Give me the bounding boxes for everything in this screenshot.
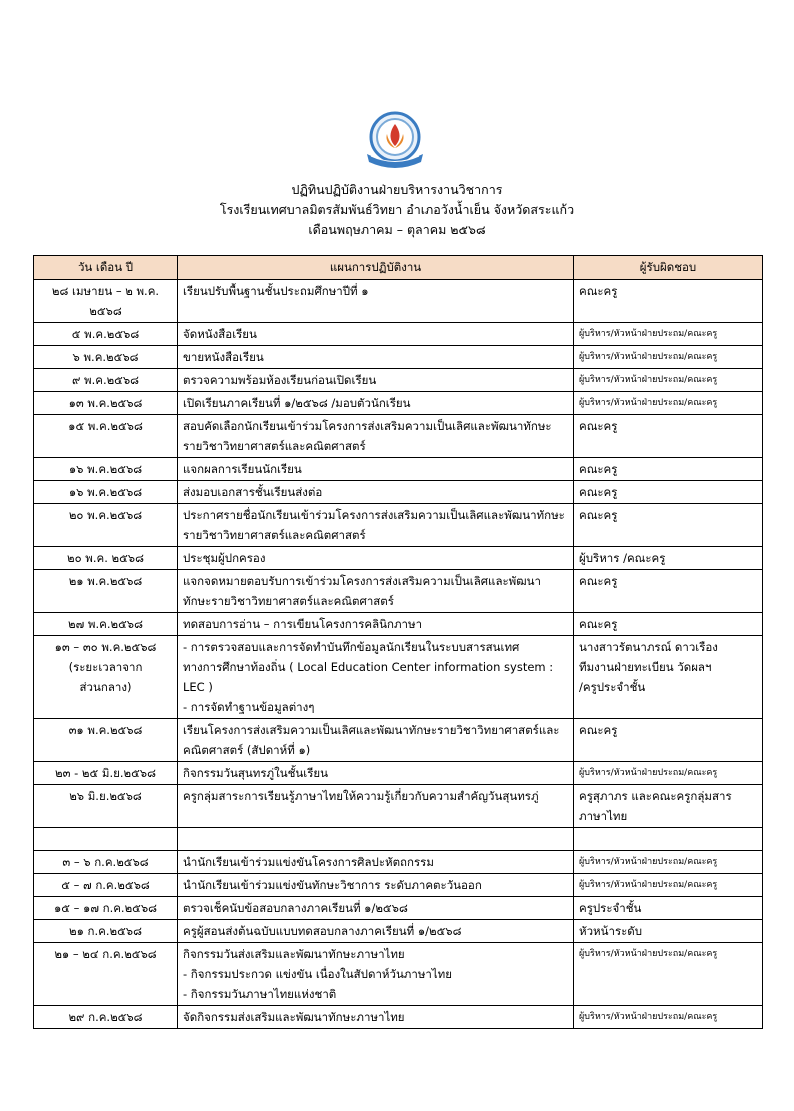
plan-cell-line: รายวิชาวิทยาศาสตร์และคณิตศาสตร์: [183, 439, 366, 453]
plan-cell: [178, 1006, 574, 1029]
plan-cell-line: นำนักเรียนเข้าร่วมแข่งขันทักษะวิชาการ ระดับภาคตะวันออก: [183, 878, 482, 892]
date-cell-line: ๒๑ ก.ค.๒๕๖๘: [69, 924, 142, 938]
date-cell: [34, 636, 178, 719]
responsible-cell: [574, 415, 763, 458]
schedule-rows: [34, 280, 763, 1029]
plan-cell-line: ทางการศึกษาท้องถิ่น ( Local Education Center information system :: [183, 660, 554, 674]
date-cell-line: ๑๕ พ.ค.๒๕๖๘: [68, 419, 143, 433]
document-period: เดือนพฤษภาคม – ตุลาคม ๒๕๖๘: [308, 222, 486, 237]
plan-cell: [178, 346, 574, 369]
responsible-cell: [574, 762, 763, 785]
plan-cell: [178, 415, 574, 458]
table-row: [34, 851, 763, 874]
responsible-cell-line: คณะครู: [579, 617, 618, 631]
responsible-cell-line: คณะครู: [579, 485, 618, 499]
responsible-cell: [574, 613, 763, 636]
responsible-cell-line: /ครูประจำชั้น: [579, 680, 646, 694]
date-cell-line: ๖ พ.ค.๒๕๖๘: [72, 350, 139, 364]
table-row: [34, 346, 763, 369]
date-cell-line: ๑๕ – ๑๗ ก.ค.๒๕๖๘: [53, 901, 158, 915]
date-cell-line: ๓ – ๖ ก.ค.๒๕๖๘: [62, 855, 149, 869]
responsible-cell-line: ครูประจำชั้น: [579, 901, 642, 915]
plan-cell: [178, 785, 574, 828]
plan-cell-line: - กิจกรรมวันภาษาไทยแห่งชาติ: [183, 987, 337, 1001]
table-row: [34, 323, 763, 346]
date-cell: [34, 392, 178, 415]
table-row: [34, 458, 763, 481]
responsible-cell-line: คณะครู: [579, 419, 618, 433]
plan-cell-line: ขายหนังสือเรียน: [183, 350, 264, 364]
responsible-cell: [574, 943, 763, 1006]
table-row: [34, 280, 763, 323]
plan-cell-line: LEC ): [183, 680, 213, 694]
plan-cell: [178, 280, 574, 323]
responsible-cell: [574, 636, 763, 719]
date-cell-line: ๑๓ – ๓๐ พ.ค.๒๕๖๘: [54, 640, 157, 654]
document-title: ปฏิทินปฏิบัติงานฝ่ายบริหารงานวิชาการ: [291, 182, 503, 197]
plan-cell: [178, 392, 574, 415]
date-cell: [34, 369, 178, 392]
date-cell: [34, 415, 178, 458]
date-cell-line: ๙ พ.ค.๒๕๖๘: [71, 373, 140, 387]
table-row: [34, 547, 763, 570]
date-cell-line: ๒๘ เมษายน – ๒ พ.ค.: [51, 284, 160, 298]
responsible-cell: [574, 547, 763, 570]
plan-cell-line: ประกาศรายชื่อนักเรียนเข้าร่วมโครงการส่งเสริมความเป็นเลิศและพัฒนาทักษะ: [183, 508, 565, 522]
table-row: [34, 920, 763, 943]
responsible-cell-line: ผู้บริหาร/หัวหน้าฝ่ายประถม/คณะครู: [579, 768, 718, 778]
responsible-cell: [574, 570, 763, 613]
date-cell-line: ๓๑ พ.ค.๒๕๖๘: [68, 723, 143, 737]
plan-cell-line: จัดหนังสือเรียน: [183, 327, 257, 341]
table-row: [34, 874, 763, 897]
responsible-cell: [574, 280, 763, 323]
responsible-cell: [574, 851, 763, 874]
responsible-cell-line: ทีมงานฝ่ายทะเบียน วัดผลฯ: [579, 660, 712, 674]
plan-cell-line: ครูกลุ่มสาระการเรียนรู้ภาษาไทยให้ความรู้เกี่ยวกับความสำคัญวันสุนทรภู่: [183, 789, 539, 803]
date-cell-line: ๒๕๖๘: [89, 304, 122, 318]
date-cell: [34, 280, 178, 323]
date-cell: [34, 570, 178, 613]
responsible-cell: [574, 323, 763, 346]
date-cell: [34, 943, 178, 1006]
responsible-cell: [574, 785, 763, 828]
date-cell: [34, 458, 178, 481]
plan-cell-line: ทักษะรายวิชาวิทยาศาสตร์และคณิตศาสตร์: [183, 594, 394, 608]
date-cell: [34, 1006, 178, 1029]
date-cell: [34, 785, 178, 828]
responsible-cell-line: ผู้บริหาร/หัวหน้าฝ่ายประถม/คณะครู: [579, 398, 718, 408]
plan-cell: [178, 851, 574, 874]
plan-cell-line: ทดสอบการอ่าน – การเขียนโครงการคลินิกภาษา: [183, 617, 423, 631]
responsible-cell: [574, 346, 763, 369]
responsible-cell-line: คณะครู: [579, 723, 618, 737]
plan-cell-line: แจกจดหมายตอบรับการเข้าร่วมโครงการส่งเสริมความเป็นเลิศและพัฒนา: [183, 574, 541, 588]
date-cell: [34, 504, 178, 547]
date-cell: [34, 920, 178, 943]
responsible-cell-line: ผู้บริหาร/หัวหน้าฝ่ายประถม/คณะครู: [579, 857, 718, 867]
table-row: [34, 415, 763, 458]
plan-cell: [178, 369, 574, 392]
date-cell: [34, 719, 178, 762]
document-header: [0, 180, 794, 240]
plan-cell: [178, 719, 574, 762]
table-row: [34, 785, 763, 828]
date-cell-line: ๒๗ พ.ค.๒๕๖๘: [68, 617, 143, 631]
plan-cell-line: ครูผู้สอนส่งต้นฉบับแบบทดสอบกลางภาคเรียนที่ ๑/๒๕๖๘: [183, 924, 462, 938]
date-cell-line: ๒๖ มิ.ย.๒๕๖๘: [69, 789, 142, 803]
table-row: [34, 897, 763, 920]
responsible-cell-line: ภาษาไทย: [579, 809, 628, 823]
date-cell-line: ๕ – ๗ ก.ค.๒๕๖๘: [61, 878, 150, 892]
date-cell-line: ๒๑ พ.ค.๒๕๖๘: [68, 574, 143, 588]
plan-cell: [178, 323, 574, 346]
schedule-table: [33, 255, 763, 1029]
table-row: [34, 719, 763, 762]
plan-cell-line: - การตรวจสอบและการจัดทำบันทึกข้อมูลนักเรียนในระบบสารสนเทศ: [183, 640, 520, 654]
plan-cell-line: - กิจกรรมประกวด แข่งขัน เนื่องในสัปดาห์วันภาษาไทย: [183, 967, 452, 981]
plan-cell-line: - การจัดทำฐานข้อมูลต่างๆ: [183, 700, 315, 714]
plan-cell: [178, 613, 574, 636]
responsible-cell-line: คณะครู: [579, 284, 618, 298]
responsible-cell-line: คณะครู: [579, 508, 618, 522]
date-cell: [34, 851, 178, 874]
plan-cell-line: เรียนโครงการส่งเสริมความเป็นเลิศและพัฒนาทักษะรายวิชาวิทยาศาสตร์และ: [183, 723, 560, 737]
school-emblem-icon: [359, 110, 431, 172]
responsible-cell-line: ผู้บริหาร/หัวหน้าฝ่ายประถม/คณะครู: [579, 949, 718, 959]
plan-cell: [178, 920, 574, 943]
responsible-cell-line: ผู้บริหาร/หัวหน้าฝ่ายประถม/คณะครู: [579, 375, 718, 385]
responsible-cell-line: คณะครู: [579, 462, 618, 476]
date-cell-line: ๕ พ.ค.๒๕๖๘: [71, 327, 140, 341]
date-cell: [34, 613, 178, 636]
responsible-cell: [574, 458, 763, 481]
plan-cell-line: สอบคัดเลือกนักเรียนเข้าร่วมโครงการส่งเสริมความเป็นเลิศและพัฒนาทักษะ: [183, 419, 552, 433]
date-cell: [34, 346, 178, 369]
responsible-cell-line: ผู้บริหาร /คณะครู: [579, 551, 666, 565]
plan-cell-line: กิจกรรมวันส่งเสริมและพัฒนาทักษะภาษาไทย: [183, 947, 405, 961]
responsible-cell: [574, 1006, 763, 1029]
date-cell-line: ๒๑ – ๒๔ ก.ค.๒๕๖๘: [54, 947, 157, 961]
plan-cell: [178, 897, 574, 920]
date-cell-line: ๒๐ พ.ค.๒๕๖๘: [68, 508, 143, 522]
date-cell-line: ๒๓ - ๒๕ มิ.ย.๒๕๖๘: [55, 766, 156, 780]
plan-cell-line: ประชุมผู้ปกครอง: [183, 551, 266, 565]
responsible-cell-line: คณะครู: [579, 574, 618, 588]
date-cell: [34, 762, 178, 785]
table-row: [34, 392, 763, 415]
table-row: [34, 481, 763, 504]
plan-cell-line: ส่งมอบเอกสารชั้นเรียนส่งต่อ: [183, 485, 323, 499]
table-header-row: [34, 256, 763, 280]
responsible-cell-line: ผู้บริหาร/หัวหน้าฝ่ายประถม/คณะครู: [579, 880, 718, 890]
date-cell: [34, 323, 178, 346]
date-cell-line: ๑๖ พ.ค.๒๕๖๘: [68, 462, 143, 476]
responsible-cell-line: ครูสุภาภร และคณะครูกลุ่มสาร: [579, 789, 732, 803]
column-header-date: วัน เดือน ปี: [34, 256, 178, 280]
responsible-cell: [574, 897, 763, 920]
plan-cell: [178, 828, 574, 851]
responsible-cell: [574, 828, 763, 851]
date-cell: [34, 897, 178, 920]
responsible-cell-line: ผู้บริหาร/หัวหน้าฝ่ายประถม/คณะครู: [579, 329, 718, 339]
table-row: [34, 943, 763, 1006]
responsible-cell-line: นางสาวรัตนาภรณ์ ดาวเรือง: [579, 640, 718, 654]
plan-cell-line: กิจกรรมวันสุนทรภู่ในชั้นเรียน: [183, 766, 328, 780]
table-row: [34, 762, 763, 785]
table-row: [34, 636, 763, 719]
date-cell-line: ๒๙ ก.ค.๒๕๖๘: [68, 1010, 143, 1024]
column-header-responsible: ผู้รับผิดชอบ: [574, 256, 763, 280]
date-cell-line: ๑๓ พ.ค.๒๕๖๘: [68, 396, 143, 410]
plan-cell: [178, 504, 574, 547]
plan-cell-line: คณิตศาสตร์ (สัปดาห์ที่ ๑): [183, 743, 311, 757]
responsible-cell: [574, 504, 763, 547]
plan-cell-line: แจกผลการเรียนนักเรียน: [183, 462, 302, 476]
date-cell-line: (ระยะเวลาจาก: [68, 660, 143, 674]
plan-cell-line: รายวิชาวิทยาศาสตร์และคณิตศาสตร์: [183, 528, 366, 542]
plan-cell: [178, 458, 574, 481]
table-row: [34, 369, 763, 392]
table-row: [34, 828, 763, 851]
date-cell-line: ๒๐ พ.ค. ๒๕๖๘: [67, 551, 144, 565]
responsible-cell: [574, 874, 763, 897]
school-name: โรงเรียนเทศบาลมิตรสัมพันธ์วิทยา อำเภอวังน้ำเย็น จังหวัดสระแก้ว: [219, 202, 575, 217]
plan-cell-line: ตรวจเช็คนับข้อสอบกลางภาคเรียนที่ ๑/๒๕๖๘: [183, 901, 408, 915]
column-header-plan: แผนการปฏิบัติงาน: [178, 256, 574, 280]
plan-cell-line: จัดกิจกรรมส่งเสริมและพัฒนาทักษะภาษาไทย: [183, 1010, 405, 1024]
responsible-cell-line: ผู้บริหาร/หัวหน้าฝ่ายประถม/คณะครู: [579, 352, 718, 362]
responsible-cell-line: หัวหน้าระดับ: [579, 924, 643, 938]
date-cell: [34, 547, 178, 570]
responsible-cell: [574, 920, 763, 943]
plan-cell: [178, 481, 574, 504]
plan-cell: [178, 570, 574, 613]
responsible-cell: [574, 369, 763, 392]
table-row: [34, 1006, 763, 1029]
responsible-cell-line: ผู้บริหาร/หัวหน้าฝ่ายประถม/คณะครู: [579, 1012, 718, 1022]
date-cell-line: ส่วนกลาง): [79, 680, 132, 694]
plan-cell-line: เปิดเรียนภาคเรียนที่ ๑/๒๕๖๘ /มอบตัวนักเรียน: [183, 396, 411, 410]
plan-cell-line: ตรวจความพร้อมห้องเรียนก่อนเปิดเรียน: [183, 373, 377, 387]
responsible-cell: [574, 719, 763, 762]
plan-cell-line: เรียนปรับพื้นฐานชั้นประถมศึกษาปีที่ ๑: [183, 284, 369, 298]
responsible-cell: [574, 481, 763, 504]
plan-cell: [178, 762, 574, 785]
plan-cell: [178, 547, 574, 570]
plan-cell-line: นำนักเรียนเข้าร่วมแข่งขันโครงการศิลปะหัตถกรรม: [183, 855, 434, 869]
date-cell: [34, 828, 178, 851]
table-row: [34, 613, 763, 636]
date-cell-line: ๑๖ พ.ค.๒๕๖๘: [68, 485, 143, 499]
table-row: [34, 504, 763, 547]
responsible-cell: [574, 392, 763, 415]
date-cell: [34, 481, 178, 504]
date-cell: [34, 874, 178, 897]
plan-cell: [178, 874, 574, 897]
plan-cell: [178, 943, 574, 1006]
table-row: [34, 570, 763, 613]
plan-cell: [178, 636, 574, 719]
